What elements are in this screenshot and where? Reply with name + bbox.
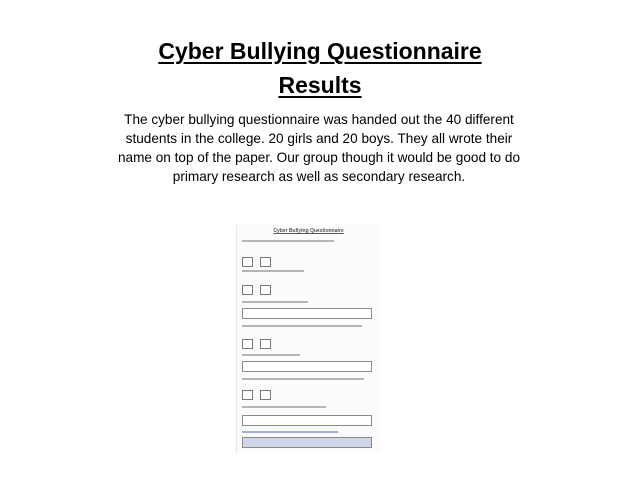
questionnaire-image [236, 225, 380, 453]
checkbox-no [260, 285, 271, 295]
yes-no-marker: · [264, 246, 265, 250]
slide-body-text: The cyber bullying questionnaire was handed out the 40 different students in the college. 20 girls and 20 boys. They all wrote their name on top of the paper. Our group though it would be good to do primary research as well as secondary research. [117, 112, 521, 184]
yes-no-marker: · [245, 275, 246, 279]
question-line [242, 406, 326, 408]
question-line [242, 354, 300, 356]
question-line [242, 378, 364, 380]
answer-box-highlighted [242, 437, 372, 448]
answer-box [242, 415, 372, 426]
checkbox-yes [242, 285, 253, 295]
answer-box [242, 308, 372, 319]
checkbox-yes [242, 257, 253, 267]
yes-no-marker: · [245, 330, 246, 334]
answer-box [242, 361, 372, 372]
checkbox-no [260, 257, 271, 267]
slide-title-line-2: Results [278, 72, 362, 98]
question-line-highlighted [242, 431, 338, 433]
slide-title [100, 34, 540, 102]
yes-no-marker: · [245, 246, 246, 250]
yes-no-marker: · [264, 275, 265, 279]
question-line [242, 240, 334, 242]
question-line [242, 270, 304, 272]
yes-no-marker: · [264, 330, 265, 334]
slide-title-line-1: Cyber Bullying Questionnaire [158, 38, 482, 64]
checkbox-yes [242, 339, 253, 349]
checkbox-no [260, 390, 271, 400]
questionnaire-image-title: Cyber Bullying Questionnaire [273, 228, 344, 234]
yes-no-marker: · [245, 382, 246, 386]
checkbox-no [260, 339, 271, 349]
checkbox-yes [242, 390, 253, 400]
yes-no-marker: · [264, 382, 265, 386]
question-line [242, 325, 362, 327]
question-line [242, 301, 308, 303]
